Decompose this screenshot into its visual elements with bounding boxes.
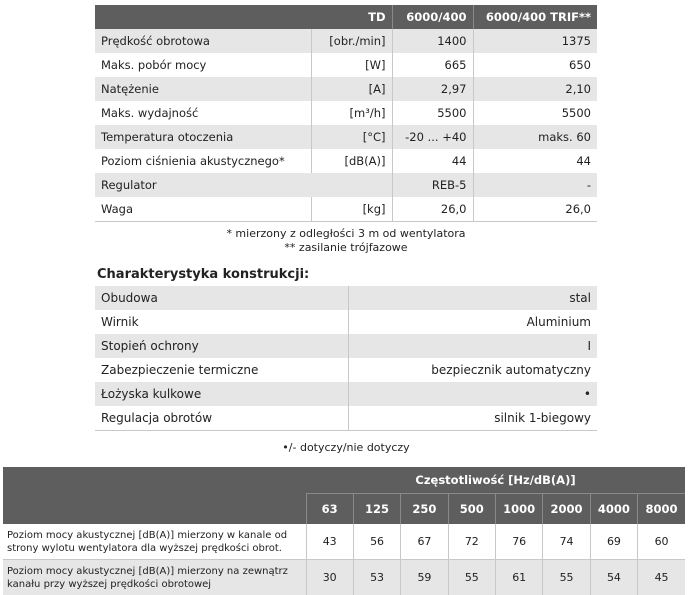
frequency-value: 55 <box>543 560 590 595</box>
spec-value-2: maks. 60 <box>473 125 597 149</box>
spec-unit <box>311 173 392 197</box>
frequency-row <box>3 560 685 595</box>
spec-label: Maks. wydajność <box>95 101 311 125</box>
footnote-measurement: * mierzony z odległości 3 m od wentylatora <box>95 227 597 240</box>
band-header: 1000 <box>496 494 543 525</box>
spec-row <box>95 77 597 101</box>
band-header: 2000 <box>543 494 590 525</box>
frequency-value: 55 <box>448 560 495 595</box>
spec-value-2: 650 <box>473 53 597 77</box>
spec-table <box>95 5 597 222</box>
spec-value-2: 1375 <box>473 29 597 53</box>
frequency-value: 67 <box>401 524 448 560</box>
frequency-value: 76 <box>496 524 543 560</box>
construction-label: Zabezpieczenie termiczne <box>95 358 349 382</box>
construction-row <box>95 358 597 382</box>
spec-label: Maks. pobór mocy <box>95 53 311 77</box>
spec-row <box>95 197 597 222</box>
spec-header-td: TD <box>311 5 392 29</box>
spec-value-2: 44 <box>473 149 597 173</box>
construction-row <box>95 334 597 358</box>
frequency-value: 69 <box>590 524 637 560</box>
frequency-value: 54 <box>590 560 637 595</box>
frequency-row <box>3 524 685 560</box>
frequency-value: 72 <box>448 524 495 560</box>
frequency-value: 56 <box>353 524 400 560</box>
frequency-value: 45 <box>638 560 685 595</box>
spec-value-1: REB-5 <box>392 173 473 197</box>
spec-label: Temperatura otoczenia <box>95 125 311 149</box>
band-header: 250 <box>401 494 448 525</box>
spec-row <box>95 125 597 149</box>
construction-value: Aluminium <box>349 310 598 334</box>
band-header: 500 <box>448 494 495 525</box>
frequency-row-label: Poziom mocy akustycznej [dB(A)] mierzony na zewnątrz kanału przy wyższej prędkości obrotowej <box>3 560 306 595</box>
construction-value: bezpiecznik automatyczny <box>349 358 598 382</box>
spec-label: Natężenie <box>95 77 311 101</box>
spec-value-1: 1400 <box>392 29 473 53</box>
spec-unit: [A] <box>311 77 392 101</box>
applicability-legend: •/- dotyczy/nie dotyczy <box>95 441 597 454</box>
spec-label: Regulator <box>95 173 311 197</box>
spec-label: Prędkość obrotowa <box>95 29 311 53</box>
spec-header-label <box>95 5 311 29</box>
construction-label: Stopień ochrony <box>95 334 349 358</box>
spec-row <box>95 29 597 53</box>
spec-value-2: 5500 <box>473 101 597 125</box>
construction-label: Regulacja obrotów <box>95 406 349 431</box>
spec-value-2: - <box>473 173 597 197</box>
spec-unit: [kg] <box>311 197 392 222</box>
construction-value: I <box>349 334 598 358</box>
frequency-row-label: Poziom mocy akustycznej [dB(A)] mierzony w kanale od strony wylotu wentylatora dla wyższej prędkości obrot. <box>3 524 306 560</box>
frequency-title-row <box>3 467 685 494</box>
frequency-corner <box>3 467 306 524</box>
spec-unit: [°C] <box>311 125 392 149</box>
frequency-value: 59 <box>401 560 448 595</box>
spec-unit: [obr./min] <box>311 29 392 53</box>
spec-header-model-1: 6000/400 <box>392 5 473 29</box>
construction-value: stal <box>349 286 598 310</box>
band-header: 125 <box>353 494 400 525</box>
spec-header-model-2: 6000/400 TRIF** <box>473 5 597 29</box>
spec-value-2: 26,0 <box>473 197 597 222</box>
spec-row <box>95 173 597 197</box>
band-header: 4000 <box>590 494 637 525</box>
construction-value: silnik 1-biegowy <box>349 406 598 431</box>
spec-label: Waga <box>95 197 311 222</box>
spec-unit: [W] <box>311 53 392 77</box>
construction-label: Łożyska kulkowe <box>95 382 349 406</box>
spec-value-1: 665 <box>392 53 473 77</box>
spec-value-1: -20 ... +40 <box>392 125 473 149</box>
construction-label: Obudowa <box>95 286 349 310</box>
spec-unit: [m³/h] <box>311 101 392 125</box>
band-header: 63 <box>306 494 353 525</box>
spec-unit: [dB(A)] <box>311 149 392 173</box>
frequency-value: 60 <box>638 524 685 560</box>
frequency-value: 53 <box>353 560 400 595</box>
frequency-table <box>3 467 685 595</box>
spec-row <box>95 101 597 125</box>
frequency-title: Częstotliwość [Hz/dB(A)] <box>306 467 685 494</box>
spec-value-1: 5500 <box>392 101 473 125</box>
frequency-value: 30 <box>306 560 353 595</box>
spec-label: Poziom ciśnienia akustycznego* <box>95 149 311 173</box>
construction-row <box>95 286 597 310</box>
spec-value-1: 26,0 <box>392 197 473 222</box>
construction-value: • <box>349 382 598 406</box>
construction-row <box>95 382 597 406</box>
spec-row <box>95 149 597 173</box>
band-header: 8000 <box>638 494 685 525</box>
frequency-value: 43 <box>306 524 353 560</box>
frequency-value: 74 <box>543 524 590 560</box>
spec-value-1: 2,97 <box>392 77 473 101</box>
construction-title: Charakterystyka konstrukcji: <box>97 267 309 282</box>
construction-row <box>95 406 597 431</box>
footnote-three-phase: ** zasilanie trójfazowe <box>95 241 597 254</box>
construction-row <box>95 310 597 334</box>
spec-value-1: 44 <box>392 149 473 173</box>
construction-label: Wirnik <box>95 310 349 334</box>
construction-table <box>95 286 597 431</box>
frequency-value: 61 <box>496 560 543 595</box>
spec-value-2: 2,10 <box>473 77 597 101</box>
spec-header-row <box>95 5 597 29</box>
spec-row <box>95 53 597 77</box>
